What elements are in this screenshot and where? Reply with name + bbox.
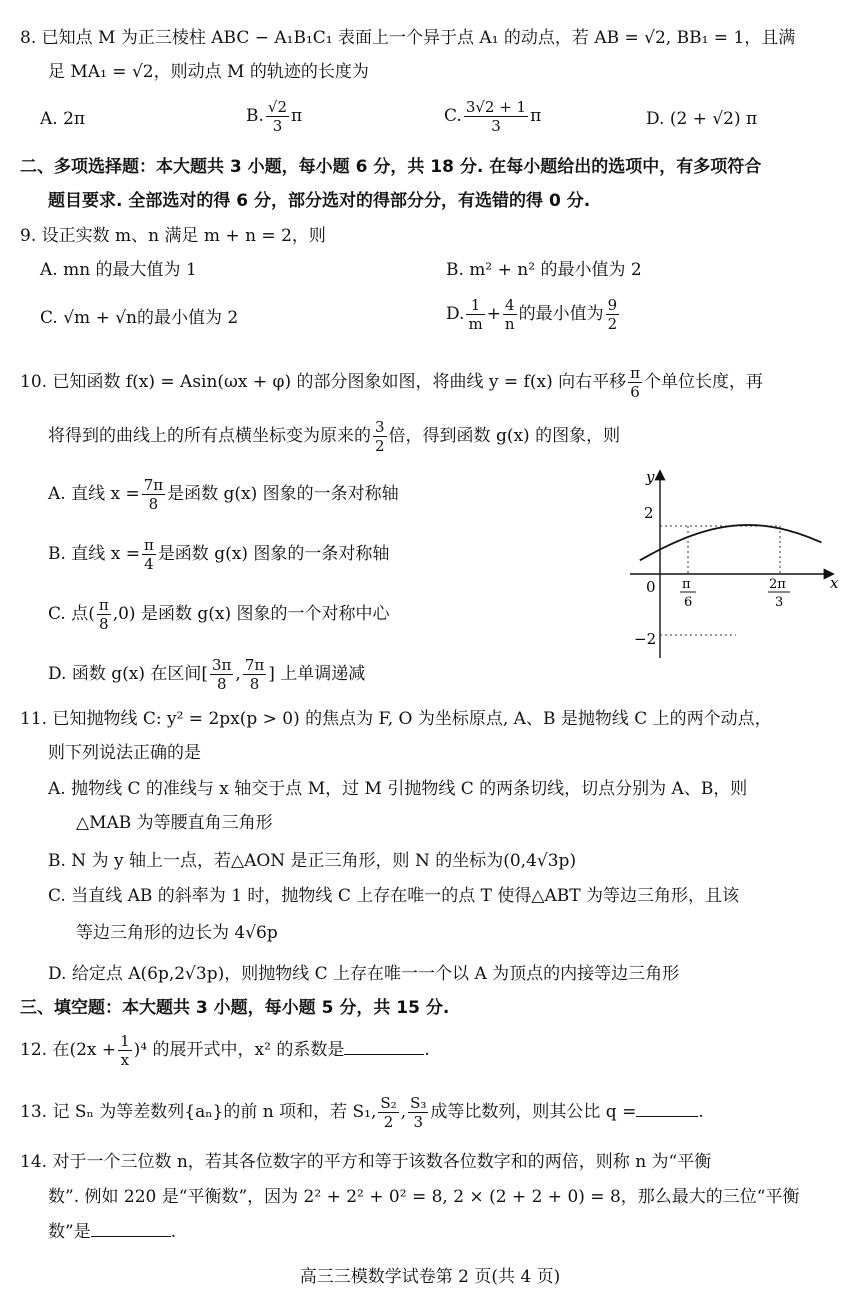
q11-option-a-line1: A. 抛物线 C 的准线与 x 轴交于点 M，过 M 引抛物线 C 的两条切线，切点分别为 A、B，则 bbox=[48, 779, 748, 799]
q8-stem-line1: 8. 已知点 M 为正三棱柱 ABC − A₁B₁C₁ 表面上一个异于点 A₁ 的动点，若 AB = √2, BB₁ = 1，且满 bbox=[20, 28, 796, 48]
q8-option-a: A. 2π bbox=[40, 109, 86, 129]
q9-stem: 9. 设正实数 m、n 满足 m + n = 2，则 bbox=[20, 226, 326, 246]
q10-sine-graph bbox=[620, 460, 850, 665]
q11-option-c-line1: C. 当直线 AB 的斜率为 1 时，抛物线 C 上存在唯一的点 T 使得△ABT 为等边三角形，且该 bbox=[48, 886, 739, 906]
sine-curve bbox=[640, 525, 822, 560]
x-tick-2pi3-den: 3 bbox=[775, 595, 784, 610]
y-tick-neg2: −2 bbox=[634, 630, 657, 648]
section2-heading-line1: 二、多项选择题：本大题共 3 小题，每小题 6 分，共 18 分. 在每小题给出的选项中，有多项符合 bbox=[20, 157, 762, 177]
x-tick-2pi3-num: 2π bbox=[769, 577, 786, 592]
q13-answer-blank[interactable] bbox=[636, 1100, 698, 1117]
q14-answer-blank[interactable] bbox=[91, 1220, 171, 1237]
q11-option-d: D. 给定点 A(6p,2√3p)，则抛物线 C 上存在唯一一个以 A 为顶点的内接等边三角形 bbox=[48, 964, 680, 984]
x-axis-label: x bbox=[830, 574, 839, 592]
q12-answer-blank[interactable] bbox=[344, 1038, 424, 1055]
q12: 12. 在(2x + $\frac{1}{x}$ )⁴ 的展开式中，x² 的系数是 . bbox=[20, 1032, 430, 1069]
q14-line3: 数”是 . bbox=[48, 1222, 177, 1242]
q10-option-b: B. 直线 x = $\frac{\pi}{4}$ 是函数 g(x) 图象的一条对称轴 bbox=[48, 536, 390, 573]
q8-option-b: B. $\frac{√2}{3}$ π bbox=[246, 98, 303, 135]
section3-heading: 三、填空题：本大题共 3 小题，每小题 5 分，共 15 分. bbox=[20, 998, 450, 1018]
q11-stem-line2: 则下列说法正确的是 bbox=[48, 743, 201, 763]
q8-option-d: D. (2 + √2) π bbox=[646, 109, 758, 129]
q14-line1: 14. 对于一个三位数 n，若其各位数字的平方和等于该数各位数字和的两倍，则称 n 为“平衡 bbox=[20, 1152, 712, 1172]
q10-option-a: A. 直线 x = $\frac{7\pi}{8}$ 是函数 g(x) 图象的一条对称轴 bbox=[48, 476, 399, 513]
q11-option-c-line2: 等边三角形的边长为 4√6p bbox=[76, 923, 278, 943]
x-tick-pi6-num: π bbox=[682, 577, 691, 592]
q13: 13. 记 Sₙ 为等差数列{aₙ}的前 n 项和，若 S₁, $\frac{\text{S₂}}{2}$ , $\frac{\text{S₃}}{3}$ 成等比数列，则其公比 q = . bbox=[20, 1094, 704, 1131]
page-footer: 高三三模数学试卷第 2 页(共 4 页) bbox=[299, 1267, 561, 1287]
q9-option-c: C. √m + √n的最小值为 2 bbox=[40, 308, 239, 328]
q11-option-a-line2: △MAB 为等腰直角三角形 bbox=[76, 813, 273, 833]
q9-option-a: A. mn 的最大值为 1 bbox=[40, 260, 197, 280]
q8-option-c: C. $\frac{3√2 + 1}{3}$ π bbox=[444, 98, 542, 135]
y-tick-2: 2 bbox=[644, 504, 654, 522]
q14-line2: 数”. 例如 220 是“平衡数”，因为 2² + 2² + 0² = 8, 2 × (2 + 2 + 0) = 8，那么最大的三位“平衡 bbox=[48, 1187, 800, 1207]
q8-stem-line2: 足 MA₁ = √2，则动点 M 的轨迹的长度为 bbox=[48, 62, 369, 82]
x-tick-pi6-den: 6 bbox=[684, 595, 693, 610]
q10-option-d: D. 函数 g(x) 在区间[ $\frac{3\pi}{8}$ , $\frac{7\pi}{8}$ ] 上单调递减 bbox=[48, 656, 366, 693]
origin-label: 0 bbox=[646, 578, 656, 596]
y-axis-label: y bbox=[646, 468, 655, 486]
q11-stem-line1: 11. 已知抛物线 C: y² = 2px(p > 0) 的焦点为 F, O 为坐标原点, A、B 是抛物线 C 上的两个动点， bbox=[20, 709, 772, 729]
q11-option-b: B. N 为 y 轴上一点，若△AON 是正三角形，则 N 的坐标为(0,4√3p) bbox=[48, 851, 577, 871]
q9-option-b: B. m² + n² 的最小值为 2 bbox=[446, 260, 642, 280]
q10-stem-line1: 10. 已知函数 f(x) = Asin(ωx + φ) 的部分图象如图，将曲线 y = f(x) 向右平移 $\frac{\pi}{6}$ 个单位长度，再 bbox=[20, 364, 763, 401]
q10-option-c: C. 点( $\frac{\pi}{8}$ ,0) 是函数 g(x) 图象的一个对称中心 bbox=[48, 596, 390, 633]
q9-option-d: D. $\frac{1}{m}$ + $\frac{4}{n}$ 的最小值为 $\frac{9}{2}$ bbox=[446, 296, 618, 333]
section2-heading-line2: 题目要求. 全部选对的得 6 分，部分选对的得部分分，有选错的得 0 分. bbox=[48, 191, 591, 211]
q10-stem-line2: 将得到的曲线上的所有点横坐标变为原来的 $\frac{3}{2}$ 倍，得到函数 g(x) 的图象，则 bbox=[48, 418, 621, 455]
